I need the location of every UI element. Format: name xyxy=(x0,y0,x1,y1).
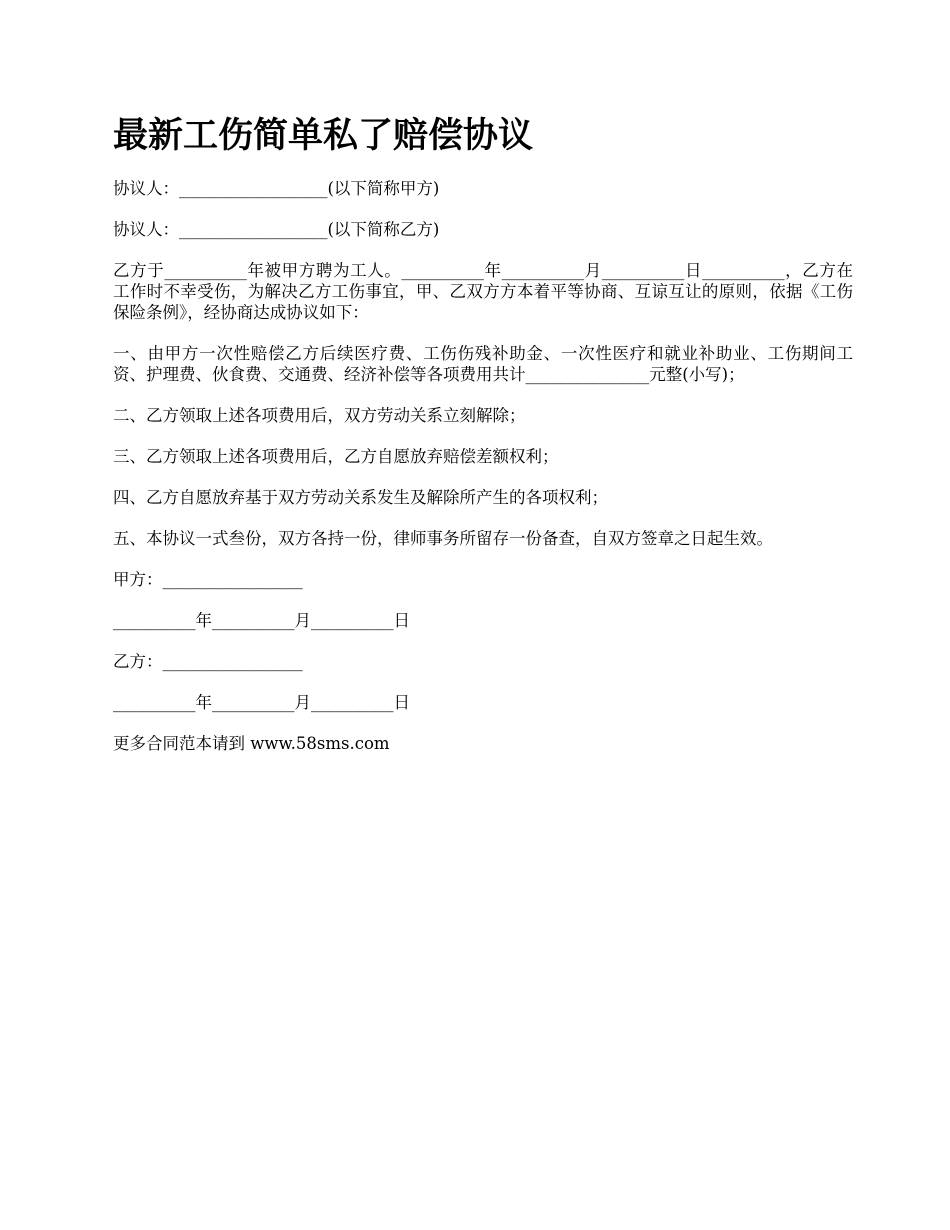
document-title: 最新工伤简单私了赔偿协议 xyxy=(113,116,534,156)
party-b-line: 协议人：__________________(以下简称乙方) xyxy=(113,220,440,239)
clause-1: 一、由甲方一次性赔偿乙方后续医疗费、工伤伤残补助金、一次性医疗和就业补助业、工伤期间工资、护理费、伙食费、交通费、经济补偿等各项费用共计_______________元整(小写)； xyxy=(113,344,853,384)
clause-2: 二、乙方领取上述各项费用后，双方劳动关系立刻解除； xyxy=(113,406,526,425)
party-b-signature: 乙方：_________________ xyxy=(113,652,303,671)
clause-3: 三、乙方领取上述各项费用后，乙方自愿放弃赔偿差额权利； xyxy=(113,447,559,466)
clause-5: 五、本协议一式叁份，双方各持一份，律师事务所留存一份备查，自双方签章之日起生效。 xyxy=(113,529,773,548)
party-a-date: __________年__________月__________日 xyxy=(113,611,410,630)
clause-4: 四、乙方自愿放弃基于双方劳动关系发生及解除所产生的各项权利； xyxy=(113,488,608,507)
footer-note: 更多合同范本请到 www.58sms.com xyxy=(113,734,390,753)
party-b-date: __________年__________月__________日 xyxy=(113,693,410,712)
intro-paragraph: 乙方于__________年被甲方聘为工人。__________年__________月__________日__________，乙方在工作时不幸受伤，为解决乙方工伤事宜，甲、乙双方方本着平等协商、互谅互让的原则，依据《工伤保险条例》，经协商达成协议如下： xyxy=(113,261,853,322)
document-page xyxy=(113,112,853,754)
party-a-line: 协议人：__________________(以下简称甲方) xyxy=(113,179,440,198)
party-a-signature: 甲方：_________________ xyxy=(113,570,303,589)
